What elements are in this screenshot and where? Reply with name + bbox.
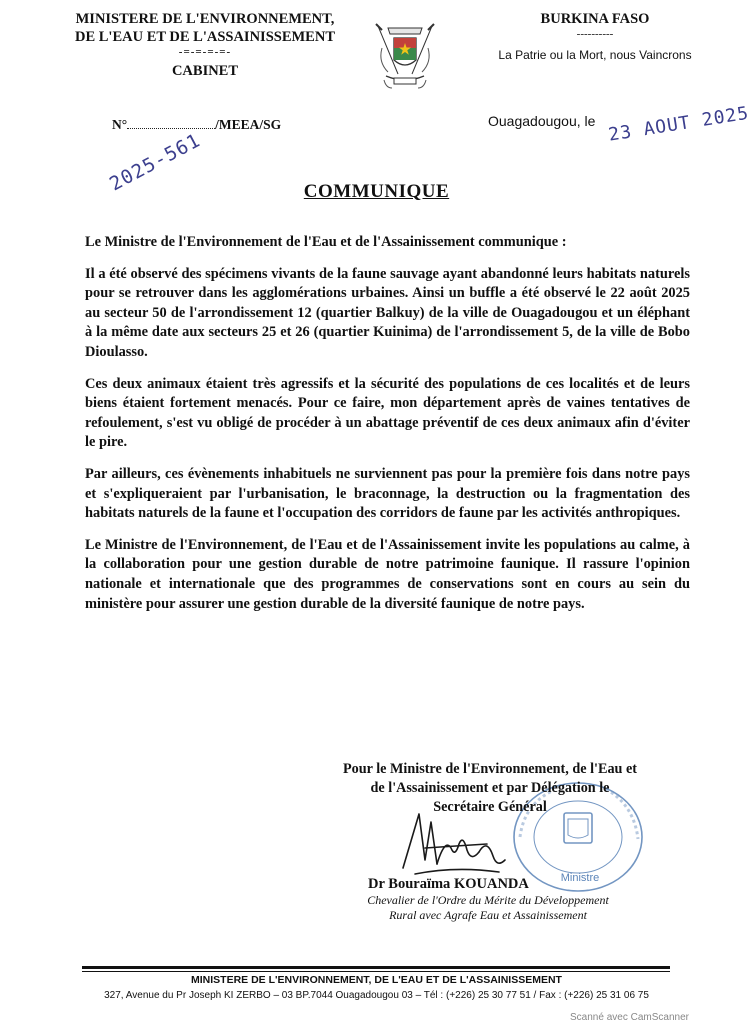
- ministry-line-1: MINISTERE DE L'ENVIRONNEMENT,: [75, 11, 335, 27]
- paragraph-observation: Il a été observé des spécimens vivants de la faune sauvage ayant abandonné leurs habitats naturels pour se retrouver dans les agglomérations urbaines. Ainsi un buffle a été observé le 22 août 2025 au secteur 50 de l'arrondissement 12 (quartier Balkuy) de la ville de Ouagadougou et un éléphant à la même date aux secteurs 25 et 26 (quartier Kuinima) de l'arrondissement 5, de la ville de Bobo Dioulasso.: [85, 265, 690, 360]
- cabinet-label: CABINET: [171, 63, 239, 79]
- country-header: [470, 10, 720, 64]
- signer-name: [368, 876, 529, 893]
- distinction-line-2: Rural avec Agrafe Eau et Assainissement: [389, 908, 587, 922]
- country-separator: ----------: [576, 28, 614, 40]
- document-title: COMMUNIQUE: [303, 181, 450, 202]
- reference-stamp: 2025-561: [106, 129, 205, 196]
- signer-distinction: [338, 893, 638, 923]
- handwritten-signature-icon: [395, 808, 515, 880]
- signature-block: [300, 760, 680, 817]
- footer-ministry: MINISTERE DE L'ENVIRONNEMENT, DE L'EAU ET DE L'ASSAINISSEMENT: [191, 974, 562, 986]
- signature-line-1: Pour le Ministre de l'Environnement, de l'Eau et: [343, 761, 637, 777]
- signature-line-2: de l'Assainissement et par Délégation le: [370, 780, 610, 796]
- seal-label: Ministre: [560, 872, 600, 884]
- coat-of-arms-icon: [364, 22, 446, 94]
- footer-rule-thin: [82, 971, 670, 972]
- ministry-separator: -=-=-=-=-: [178, 46, 232, 58]
- place-label: Ouagadougou, le: [488, 113, 596, 129]
- country-name: BURKINA FASO: [540, 11, 650, 27]
- national-motto: La Patrie ou la Mort, nous Vaincrons: [498, 48, 692, 62]
- signer-first-name: Dr Bouraïma: [368, 876, 454, 892]
- paragraph-action: Ces deux animaux étaient très agressifs et la sécurité des populations de ces localités et de leurs biens étaient fortement menacés. Pour ce faire, mon département après de vaines tentatives de refoulement, s'est vu obligé de procéder à un abattage préventif de ces deux animaux afin d'éviter le pire.: [85, 375, 690, 451]
- ministry-line-2: DE L'EAU ET DE L'ASSAINISSEMENT: [74, 29, 335, 45]
- footer-rule-thick: [82, 966, 670, 969]
- signer-surname: KOUANDA: [453, 876, 529, 892]
- scanner-watermark: Scanné avec CamScanner: [570, 1012, 689, 1023]
- reference-suffix: /MEEA/SG: [215, 117, 282, 132]
- footer-address: 327, Avenue du Pr Joseph KI ZERBO – 03 BP.7044 Ouagadougou 03 – Tél : (+226) 25 30 77 51 / Fax : (+226) 25 31 06 75: [104, 990, 649, 1001]
- date-stamp: 23 AOUT 2025: [607, 102, 751, 146]
- paragraph-intro: Le Ministre de l'Environnement de l'Eau et de l'Assainissement communique :: [85, 234, 567, 250]
- paragraph-appeal: Le Ministre de l'Environnement, de l'Eau et de l'Assainissement invite les populations au calme, à la collaboration pour une gestion durable de notre patrimoine faunique. Il rassure l'opinion nationale et internationale que des programmes de conservations sont en cours au sein du ministère pour assurer une gestion durable de la diversité faunique de notre pays.: [85, 536, 690, 612]
- signature-line-3: Secrétaire Général: [433, 799, 547, 815]
- paragraph-causes: Par ailleurs, ces évènements inhabituels ne surviennent pas pour la première fois dans notre pays et s'expliqueraient par l'urbanisation, le braconnage, la destruction ou la fragmentation des habitats naturels de la faune et l'occupation des corridors de faune par les activités anthropiques.: [85, 465, 690, 522]
- reference-prefix: N°: [112, 117, 128, 132]
- ministry-header: [40, 10, 370, 80]
- document-body: [85, 233, 690, 626]
- distinction-line-1: Chevalier de l'Ordre du Mérite du Développement: [367, 893, 609, 907]
